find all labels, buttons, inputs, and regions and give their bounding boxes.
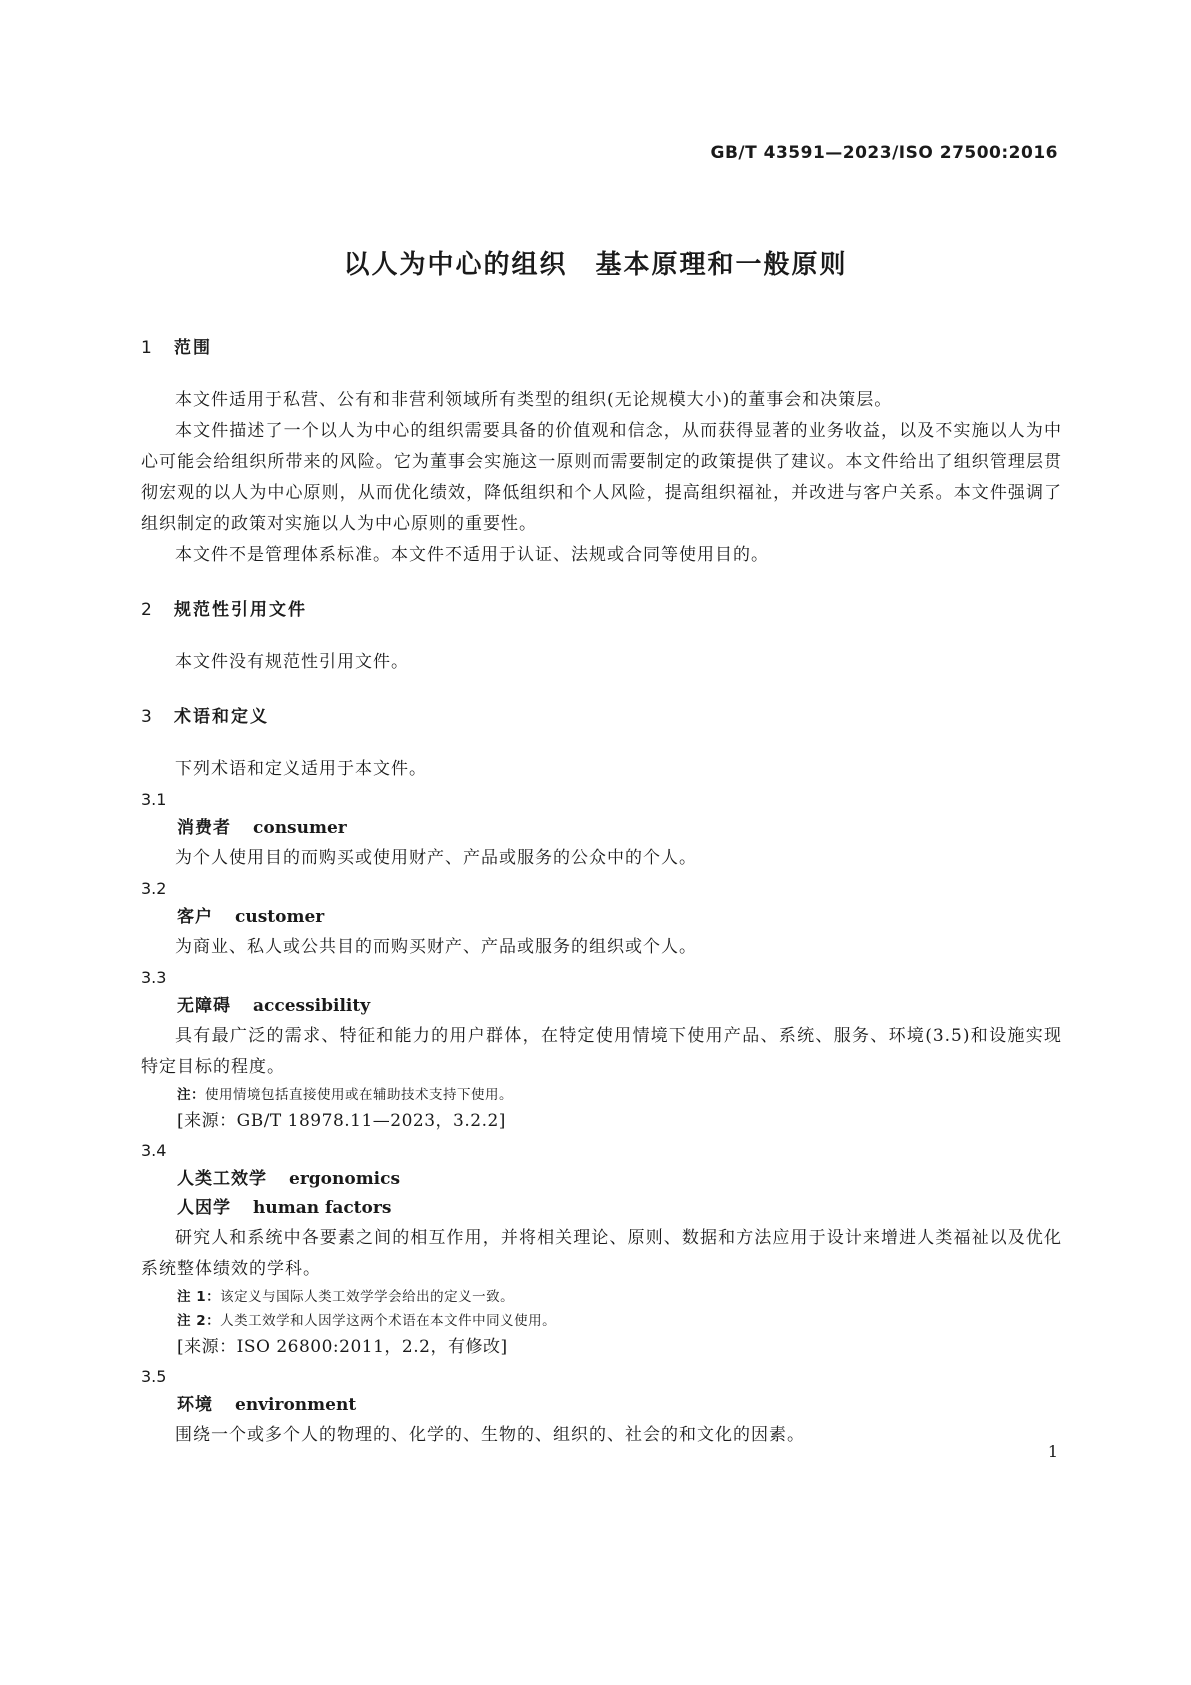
- term-synonym-heading: [141, 1194, 1062, 1223]
- term-chinese: 消费者: [177, 818, 231, 838]
- term-note: [141, 1285, 1062, 1309]
- paragraph: 本文件描述了一个以人为中心的组织需要具备的价值观和信念，从而获得显著的业务收益，以及不实施以人为中心可能会给组织所带来的风险。它为董事会实施这一原则而需要制定的政策提供了建议。本文件给出了组织管理层贯彻宏观的以人为中心原则，从而优化绩效，降低组织和个人风险，提高组织福祉，并改进与客户关系。本文件强调了组织制定的政策对实施以人为中心原则的重要性。: [141, 421, 1062, 534]
- paragraph: 本文件适用于私营、公有和非营利领域所有类型的组织(无论规模大小)的董事会和决策层。: [175, 390, 893, 410]
- note-label: 注 2：: [177, 1313, 221, 1329]
- document-body: [141, 336, 1062, 1451]
- term-definition: 为个人使用目的而购买或使用财产、产品或服务的公众中的个人。: [175, 848, 697, 868]
- term-entry: [141, 963, 1062, 1136]
- term-definition: 为商业、私人或公共目的而购买财产、产品或服务的组织或个人。: [175, 937, 697, 957]
- term-heading: [141, 1165, 1062, 1194]
- section-3-body: [141, 754, 1062, 1451]
- section-1-heading: [141, 336, 1062, 360]
- term-english: environment: [235, 1395, 357, 1415]
- term-number: 3.1: [141, 790, 167, 809]
- section-intro: 下列术语和定义适用于本文件。: [175, 759, 427, 779]
- term-entry: [141, 1362, 1062, 1451]
- term-heading: [141, 1391, 1062, 1420]
- note-text: 使用情境包括直接使用或在辅助技术支持下使用。: [205, 1087, 513, 1103]
- page-number: 1: [1047, 1442, 1058, 1461]
- term-english: consumer: [253, 818, 347, 838]
- section-title: 范围: [174, 338, 212, 358]
- standard-number: GB/T 43591—2023/ISO 27500:2016: [710, 143, 1058, 163]
- section-3-heading: [141, 705, 1062, 729]
- paragraph: 本文件不是管理体系标准。本文件不适用于认证、法规或合同等使用目的。: [175, 545, 769, 565]
- note-text: 该定义与国际人类工效学学会给出的定义一致。: [220, 1289, 515, 1305]
- term-note: [141, 1309, 1062, 1333]
- section-title: 术语和定义: [174, 707, 269, 727]
- term-english: customer: [235, 907, 325, 927]
- term-chinese: 人类工效学: [177, 1169, 267, 1189]
- term-number: 3.2: [141, 879, 167, 898]
- term-number: 3.3: [141, 968, 167, 987]
- term-entry: [141, 1136, 1062, 1362]
- section-number: 2: [141, 600, 152, 620]
- note-text: 人类工效学和人因学这两个术语在本文件中同义使用。: [220, 1313, 557, 1329]
- section-number: 1: [141, 338, 152, 358]
- term-chinese: 环境: [177, 1395, 213, 1415]
- term-number: 3.4: [141, 1141, 167, 1160]
- term-definition: 具有最广泛的需求、特征和能力的用户群体，在特定使用情境下使用产品、系统、服务、环境(3.5)和设施实现特定目标的程度。: [141, 1026, 1062, 1077]
- term-entry: [141, 874, 1062, 963]
- paragraph: 本文件没有规范性引用文件。: [175, 652, 409, 672]
- term-definition: 研究人和系统中各要素之间的相互作用，并将相关理论、原则、数据和方法应用于设计来增进人类福祉以及优化系统整体绩效的学科。: [141, 1228, 1062, 1279]
- section-title: 规范性引用文件: [174, 600, 307, 620]
- term-heading: [141, 814, 1062, 843]
- term-entry: [141, 785, 1062, 874]
- term-definition: 围绕一个或多个人的物理的、化学的、生物的、组织的、社会的和文化的因素。: [175, 1425, 805, 1445]
- note-label: 注：: [177, 1087, 205, 1103]
- section-2-body: [141, 647, 1062, 678]
- term-source: [来源：GB/T 18978.11—2023，3.2.2]: [177, 1111, 506, 1131]
- document-title: 以人为中心的组织 基本原理和一般原则: [343, 250, 848, 280]
- term-english-synonym: human factors: [253, 1198, 392, 1218]
- term-english: accessibility: [253, 996, 371, 1016]
- section-1-body: [141, 385, 1062, 571]
- term-english: ergonomics: [289, 1169, 401, 1189]
- section-2-heading: [141, 598, 1062, 622]
- section-number: 3: [141, 707, 152, 727]
- term-heading: [141, 903, 1062, 932]
- term-chinese: 无障碍: [177, 996, 231, 1016]
- note-label: 注 1：: [177, 1289, 221, 1305]
- term-note: [141, 1083, 1062, 1107]
- term-heading: [141, 992, 1062, 1021]
- term-chinese-synonym: 人因学: [177, 1198, 231, 1218]
- term-number: 3.5: [141, 1367, 167, 1386]
- term-source: [来源：ISO 26800:2011，2.2，有修改]: [177, 1337, 508, 1357]
- term-chinese: 客户: [177, 907, 213, 927]
